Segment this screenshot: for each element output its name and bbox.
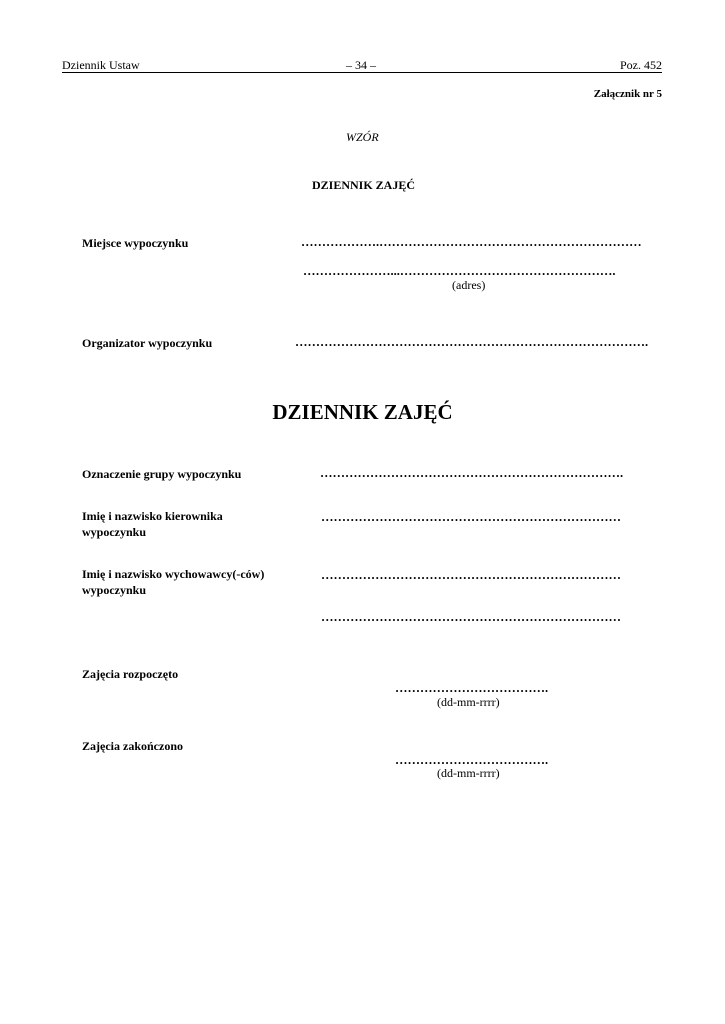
group-label: Oznaczenie grupy wypoczynku — [82, 467, 242, 481]
educator-line-2: ……………………………………………………………… — [321, 610, 621, 624]
educator-label-line-1: Imię i nazwisko wychowawcy(-ców) — [82, 567, 265, 581]
leader-label-line-1: Imię i nazwisko kierownika — [82, 509, 223, 523]
place-line-2: …………………...……………………………………………. — [303, 264, 616, 278]
end-line: ………………………………. — [395, 753, 549, 767]
start-label: Zajęcia rozpoczęto — [82, 667, 179, 681]
header-rule — [62, 72, 662, 73]
educator-line-1: ……………………………………………………………… — [321, 568, 621, 582]
start-caption: (dd-mm-rrrr) — [437, 695, 500, 709]
cover-title: DZIENNIK ZAJĘĆ — [312, 178, 416, 192]
header-page-number: – 34 – — [346, 58, 376, 72]
place-label: Miejsce wypoczynku — [82, 236, 189, 250]
attachment-label: Załącznik nr 5 — [593, 88, 662, 100]
end-label: Zajęcia zakończono — [82, 739, 183, 753]
header-position: Poz. 452 — [620, 58, 662, 72]
main-title: DZIENNIK ZAJĘĆ — [272, 400, 453, 424]
organizer-label: Organizator wypoczynku — [82, 336, 213, 350]
start-line: ………………………………. — [395, 681, 549, 695]
header-journal-name: Dziennik Ustaw — [62, 58, 140, 72]
organizer-line: …………………………………………………………………………. — [295, 335, 649, 349]
leader-label-line-2: wypoczynku — [82, 525, 147, 539]
group-line: ………………………………………………………………. — [320, 466, 624, 480]
end-caption: (dd-mm-rrrr) — [437, 766, 500, 780]
leader-line: ……………………………………………………………… — [321, 510, 621, 524]
place-caption: (adres) — [452, 278, 486, 292]
place-line-1: ……………….……………………………………………………… — [301, 235, 642, 249]
educator-label-line-2: wypoczynku — [82, 583, 147, 597]
template-label: WZÓR — [346, 130, 379, 144]
